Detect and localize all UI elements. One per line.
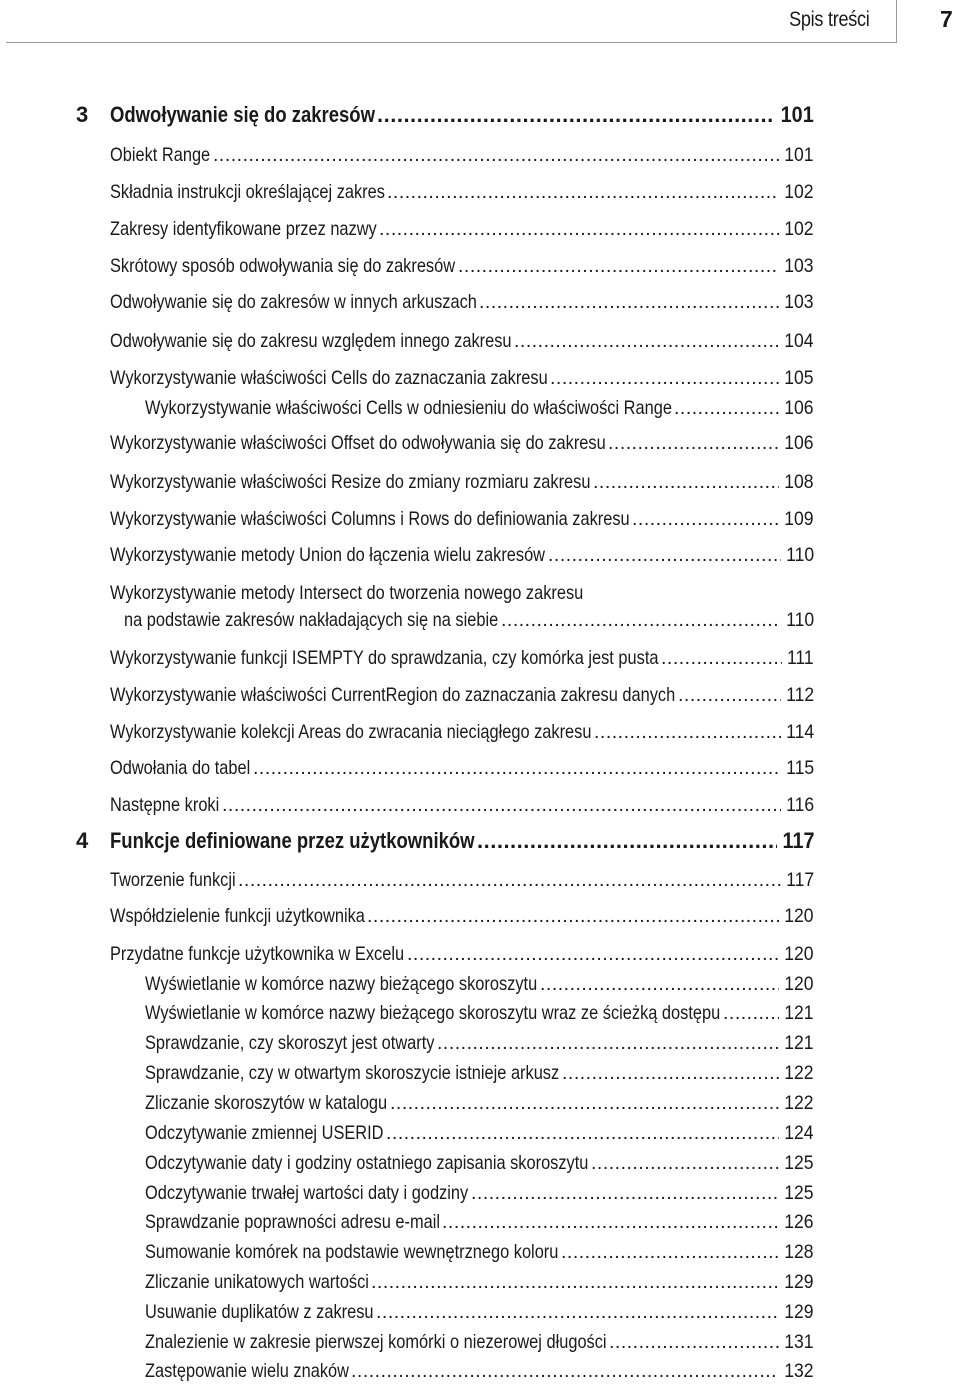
toc-entry[interactable] xyxy=(110,366,814,390)
leader-dots xyxy=(222,793,781,817)
leader-dots xyxy=(390,1091,779,1115)
toc-entry-title: Sprawdzanie poprawności adresu e-mail xyxy=(145,1211,440,1233)
toc-entry-title: Zliczanie unikatowych wartości xyxy=(145,1271,369,1293)
toc-page-number: 129 xyxy=(784,1301,814,1323)
toc-entry-title: Odczytywanie trwałej wartości daty i godziny xyxy=(145,1182,469,1204)
leader-dots xyxy=(561,1240,779,1264)
toc-entry-title: Wykorzystywanie właściwości Cells w odniesieniu do właściwości Range xyxy=(145,397,672,419)
toc-entry[interactable] xyxy=(110,756,814,780)
toc-page-number: 112 xyxy=(786,684,814,706)
toc-entry[interactable] xyxy=(145,1031,814,1055)
toc-entry[interactable] xyxy=(110,180,814,204)
toc-chapter-title: Odwoływanie się do zakresów xyxy=(110,102,375,127)
toc-page-number: 120 xyxy=(784,973,814,995)
leader-dots xyxy=(723,1001,779,1025)
page-header xyxy=(0,0,960,46)
toc-page-number: 131 xyxy=(784,1331,814,1353)
toc-entry-title: Wykorzystywanie właściwości CurrentRegion do zaznaczania zakresu danych xyxy=(110,684,676,706)
toc-entry[interactable] xyxy=(145,1121,814,1145)
toc-chapter-title: Funkcje definiowane przez użytkowników xyxy=(110,828,475,853)
toc-entry[interactable] xyxy=(110,720,814,744)
leader-dots xyxy=(477,829,777,853)
toc-entry-title: Skrótowy sposób odwoływania się do zakresów xyxy=(110,255,456,277)
toc-entry-title: Zakresy identyfikowane przez nazwy xyxy=(110,218,377,240)
toc-entry[interactable] xyxy=(110,431,814,455)
leader-dots xyxy=(608,431,779,455)
toc-entry[interactable] xyxy=(145,1240,814,1264)
toc-entry-title: Odwoływanie się do zakresu względem innego zakresu xyxy=(110,330,512,352)
toc-entry-title-line1: Wykorzystywanie metody Intersect do tworzenia nowego zakresu xyxy=(110,582,584,604)
toc-page-number: 114 xyxy=(786,721,814,743)
leader-dots xyxy=(387,180,779,204)
toc-entry-title: Sprawdzanie, czy w otwartym skoroszycie istnieje arkusz xyxy=(145,1062,560,1084)
toc-entry-title: Zliczanie skoroszytów w katalogu xyxy=(145,1092,388,1114)
toc-page-number: 103 xyxy=(784,255,814,277)
leader-dots xyxy=(471,1181,779,1205)
toc-entry[interactable] xyxy=(110,290,814,314)
toc-page-number: 121 xyxy=(784,1002,814,1024)
toc-page-number: 102 xyxy=(784,218,814,240)
toc-page-number: 120 xyxy=(784,943,814,965)
toc-chapter[interactable] xyxy=(110,103,814,127)
toc-entry[interactable] xyxy=(145,1061,814,1085)
leader-dots xyxy=(501,608,781,632)
toc-entry[interactable] xyxy=(145,396,814,420)
leader-dots xyxy=(594,720,781,744)
toc-entry[interactable] xyxy=(110,470,814,494)
toc-entry-title: Wykorzystywanie właściwości Cells do zaznaczania zakresu xyxy=(110,367,548,389)
toc-entry[interactable] xyxy=(110,143,814,167)
toc-entry-first-line xyxy=(110,581,673,605)
toc-entry-title: na podstawie zakresów nakładających się na siebie xyxy=(124,609,499,631)
toc-entry[interactable] xyxy=(145,1001,814,1025)
toc-entry-title: Wykorzystywanie właściwości Offset do odwoływania się do zakresu xyxy=(110,432,606,454)
toc-page-number: 122 xyxy=(784,1062,814,1084)
toc-page-number: 111 xyxy=(787,647,814,669)
toc-entry[interactable] xyxy=(145,1181,814,1205)
toc-page-number: 115 xyxy=(786,757,814,779)
toc-page-number: 126 xyxy=(784,1211,814,1233)
leader-dots xyxy=(514,329,779,353)
toc-entry[interactable] xyxy=(124,608,814,632)
toc-entry-title: Odwoływanie się do zakresów w innych arkuszach xyxy=(110,291,477,313)
toc-page-number: 101 xyxy=(784,144,814,166)
leader-dots xyxy=(253,756,781,780)
toc-entry-title: Przydatne funkcje użytkownika w Excelu xyxy=(110,943,405,965)
toc-entry-title: Odczytywanie daty i godziny ostatniego zapisania skoroszytu xyxy=(145,1152,589,1174)
leader-dots xyxy=(678,683,781,707)
toc-chapter[interactable] xyxy=(110,829,814,853)
header-divider xyxy=(896,0,897,43)
toc-entry[interactable] xyxy=(110,942,814,966)
toc-entry[interactable] xyxy=(145,1091,814,1115)
toc-page-number: 129 xyxy=(784,1271,814,1293)
toc-entry[interactable] xyxy=(145,1151,814,1175)
toc-page-number: 102 xyxy=(784,181,814,203)
toc-page-number: 117 xyxy=(782,828,814,853)
toc-entry[interactable] xyxy=(110,793,814,817)
toc-entry-title: Wykorzystywanie funkcji ISEMPTY do sprawdzania, czy komórka jest pusta xyxy=(110,647,659,669)
leader-dots xyxy=(238,868,781,892)
leader-dots xyxy=(407,942,779,966)
leader-dots xyxy=(562,1061,779,1085)
toc-entry[interactable] xyxy=(110,217,814,241)
toc-page-number: 110 xyxy=(786,609,814,631)
leader-dots xyxy=(609,1330,779,1354)
toc-entry-title: Sumowanie komórek na podstawie wewnętrznego koloru xyxy=(145,1241,559,1263)
toc-entry-title: Następne kroki xyxy=(110,794,220,816)
toc-entry-title: Wykorzystywanie właściwości Columns i Rows do definiowania zakresu xyxy=(110,508,630,530)
toc-entry[interactable] xyxy=(110,904,814,928)
toc-entry-title: Odczytywanie zmiennej USERID xyxy=(145,1122,384,1144)
toc-page-number: 117 xyxy=(786,869,814,891)
toc-page-number: 116 xyxy=(786,794,814,816)
leader-dots xyxy=(377,103,775,127)
toc-page-number: 125 xyxy=(784,1152,814,1174)
toc-entry-title: Wykorzystywanie kolekcji Areas do zwracania nieciągłego zakresu xyxy=(110,721,592,743)
toc-entry[interactable] xyxy=(110,254,814,278)
toc-entry[interactable] xyxy=(110,646,814,670)
header-rule xyxy=(6,42,896,43)
leader-dots xyxy=(591,1151,779,1175)
leader-dots xyxy=(632,507,779,531)
toc-page-number: 125 xyxy=(784,1182,814,1204)
toc-entry-title: Sprawdzanie, czy skoroszyt jest otwarty xyxy=(145,1032,435,1054)
leader-dots xyxy=(371,1270,779,1294)
toc-entry-title: Odwołania do tabel xyxy=(110,757,251,779)
toc-entry[interactable] xyxy=(110,507,814,531)
toc-entry-title: Obiekt Range xyxy=(110,144,211,166)
leader-dots xyxy=(379,217,779,241)
toc-page-number: 122 xyxy=(784,1092,814,1114)
toc-entry-title: Wykorzystywanie właściwości Resize do zmiany rozmiaru zakresu xyxy=(110,471,591,493)
toc-entry[interactable] xyxy=(145,1300,814,1324)
running-title: Spis treści xyxy=(789,8,870,31)
toc-page-number: 110 xyxy=(786,544,814,566)
leader-dots xyxy=(540,972,779,996)
leader-dots xyxy=(661,646,782,670)
toc-page-number: 106 xyxy=(784,397,814,419)
chapter-number: 4 xyxy=(76,828,89,853)
toc-entry[interactable] xyxy=(110,543,814,567)
toc-page-number: 124 xyxy=(784,1122,814,1144)
toc-page-number: 101 xyxy=(780,102,814,127)
toc-entry[interactable] xyxy=(145,1270,814,1294)
toc-entry-title: Wyświetlanie w komórce nazwy bieżącego skoroszytu wraz ze ścieżką dostępu xyxy=(145,1002,721,1024)
leader-dots xyxy=(548,543,781,567)
toc-entry[interactable] xyxy=(110,683,814,707)
toc-page-number: 103 xyxy=(784,291,814,313)
toc-entry[interactable] xyxy=(145,1210,814,1234)
leader-dots xyxy=(674,396,779,420)
toc-page-number: 108 xyxy=(784,471,814,493)
toc-page-number: 121 xyxy=(784,1032,814,1054)
toc-page-number: 128 xyxy=(784,1241,814,1263)
toc-entry[interactable] xyxy=(145,972,814,996)
toc-page-number: 132 xyxy=(784,1360,814,1382)
toc-entry[interactable] xyxy=(145,1359,814,1383)
toc-entry-title: Tworzenie funkcji xyxy=(110,869,236,891)
toc-entry[interactable] xyxy=(110,329,814,353)
toc-entry[interactable] xyxy=(110,868,814,892)
leader-dots xyxy=(367,904,779,928)
toc-page-number: 104 xyxy=(784,330,814,352)
leader-dots xyxy=(351,1359,779,1383)
toc-entry-title: Usuwanie duplikatów z zakresu xyxy=(145,1301,374,1323)
leader-dots xyxy=(376,1300,779,1324)
leader-dots xyxy=(458,254,779,278)
leader-dots xyxy=(442,1210,779,1234)
leader-dots xyxy=(213,143,779,167)
chapter-number: 3 xyxy=(76,102,89,127)
toc-entry-title: Wyświetlanie w komórce nazwy bieżącego skoroszytu xyxy=(145,973,538,995)
toc-page-number: 106 xyxy=(784,432,814,454)
toc-page-number: 105 xyxy=(784,367,814,389)
toc-entry-title: Zastępowanie wielu znaków xyxy=(145,1360,349,1382)
leader-dots xyxy=(386,1121,779,1145)
leader-dots xyxy=(593,470,779,494)
leader-dots xyxy=(550,366,779,390)
toc-entry-title: Składnia instrukcji określającej zakres xyxy=(110,181,385,203)
toc-page-number: 109 xyxy=(784,508,814,530)
toc-page-number: 120 xyxy=(784,905,814,927)
leader-dots xyxy=(479,290,779,314)
toc-entry-title: Współdzielenie funkcji użytkownika xyxy=(110,905,365,927)
leader-dots xyxy=(437,1031,779,1055)
toc-entry[interactable] xyxy=(145,1330,814,1354)
toc-entry-title: Znalezienie w zakresie pierwszej komórki o niezerowej długości xyxy=(145,1331,607,1353)
toc-entry-title: Wykorzystywanie metody Union do łączenia wielu zakresów xyxy=(110,544,546,566)
page-number: 7 xyxy=(940,6,953,32)
